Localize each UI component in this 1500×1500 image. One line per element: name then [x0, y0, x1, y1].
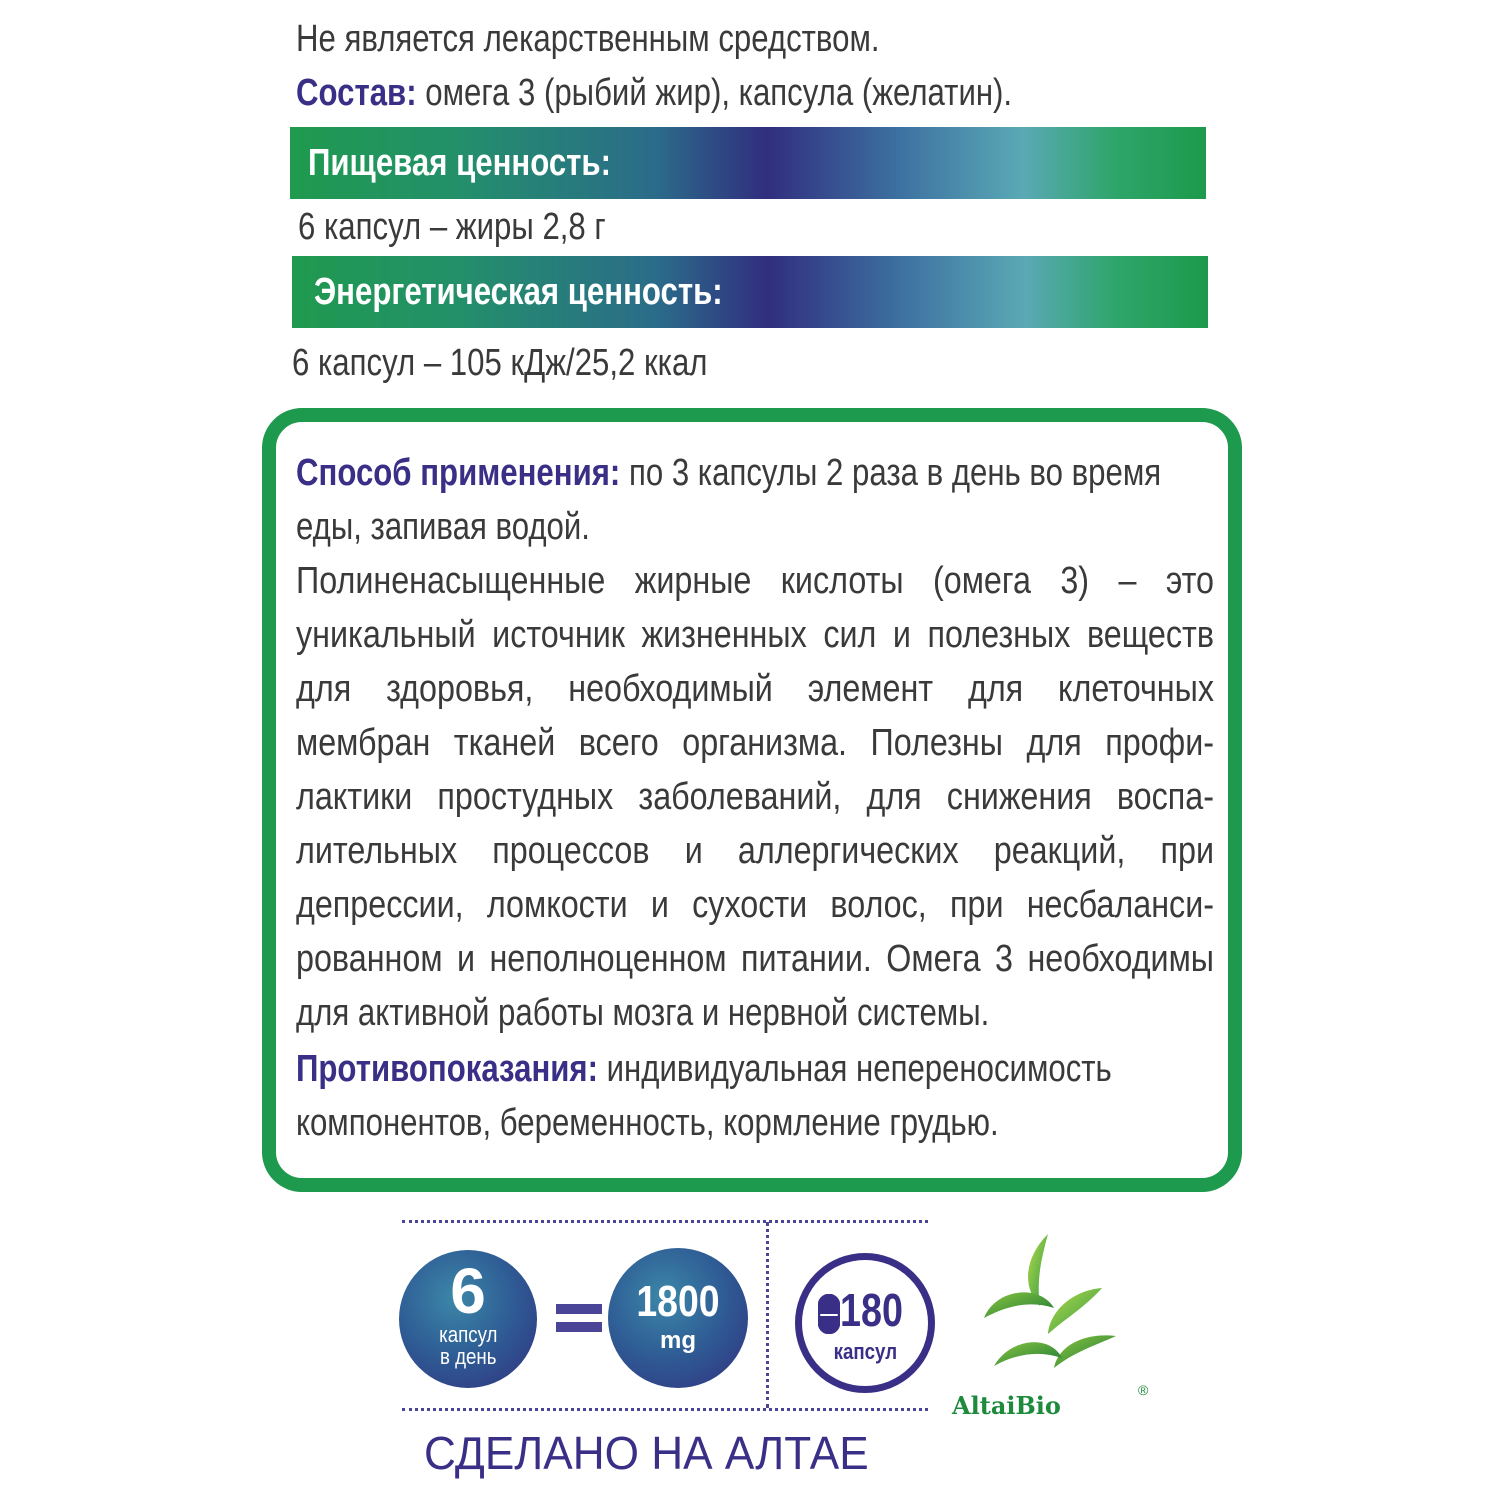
dotted-divider-vertical [766, 1222, 769, 1408]
energy-header-band [292, 256, 1208, 328]
description-line: депрессии, ломкости и сухости волос, при несбаланси- [296, 884, 1214, 926]
daily-dose-badge [399, 1250, 537, 1388]
daily-dose-unit-1: капсул [438, 1322, 498, 1347]
daily-dose-unit-2: в день [439, 1344, 497, 1369]
brand-name: AltaiBio [952, 1391, 1061, 1420]
composition-line [296, 70, 1169, 116]
capsule-count-unit: капсул [833, 1339, 897, 1364]
description-line: Полиненасыщенные жирные кислоты (омега 3) – это [296, 560, 1214, 602]
description-line: для здоровья, необходимый элемент для клеточных [296, 668, 1214, 710]
nutrition-value: 6 капсул – жиры 2,8 г [298, 206, 606, 248]
description-line: рованном и неполноценном питании. Омега 3 необходимы [296, 938, 1214, 980]
energy-value: 6 капсул – 105 кДж/25,2 ккал [292, 342, 708, 384]
contraindications-line-1: Противопоказания: индивидуальная непереносимость [296, 1048, 1112, 1090]
dotted-divider-top [402, 1220, 928, 1223]
made-in-altai: СДЕЛАНО НА АЛТАЕ [424, 1427, 869, 1479]
composition-text: омега 3 (рыбий жир), капсула (желатин). [416, 72, 1013, 114]
dose-mg-value: 1800 [636, 1277, 720, 1326]
energy-title: Энергетическая ценность: [314, 271, 723, 313]
composition-label: Состав: [296, 72, 417, 114]
dose-mg-unit: mg [660, 1327, 696, 1354]
altaibio-logo [948, 1228, 1162, 1424]
description-line: для активной работы мозга и нервной системы. [296, 992, 990, 1034]
leaf-logo-icon [966, 1228, 1156, 1388]
capsule-count-badge [795, 1253, 935, 1393]
usage-line-1: Способ применения: по 3 капсулы 2 раза в день во время [296, 452, 1162, 494]
capsule-icon [818, 1294, 840, 1334]
registered-mark: ® [1138, 1382, 1149, 1398]
equals-bar-bottom [556, 1322, 602, 1332]
equals-bar-top [556, 1304, 602, 1314]
dotted-divider-bottom [402, 1408, 928, 1411]
nutrition-header-band [290, 127, 1206, 199]
description-line: мембран тканей всего организма. Полезны для профи- [296, 722, 1214, 764]
nutrition-title: Пищевая ценность: [308, 142, 611, 184]
usage-line-2: еды, запивая водой. [296, 506, 590, 548]
usage-label: Способ применения: [296, 452, 621, 494]
not-medicine-notice: Не является лекарственным средством. [296, 18, 880, 60]
daily-dose-number: 6 [450, 1255, 486, 1327]
dose-mg-badge [608, 1248, 748, 1388]
description-line: лительных процессов и аллергических реакций, при [296, 830, 1214, 872]
contraindications-line-2: компонентов, беременность, кормление грудью. [296, 1102, 999, 1144]
contraindications-label: Противопоказания: [296, 1048, 598, 1090]
capsule-count-value: 180 [840, 1284, 903, 1336]
description-line: уникальный источник жизненных сил и полезных веществ [296, 614, 1214, 656]
description-line: лактики простудных заболеваний, для снижения воспа- [296, 776, 1214, 818]
